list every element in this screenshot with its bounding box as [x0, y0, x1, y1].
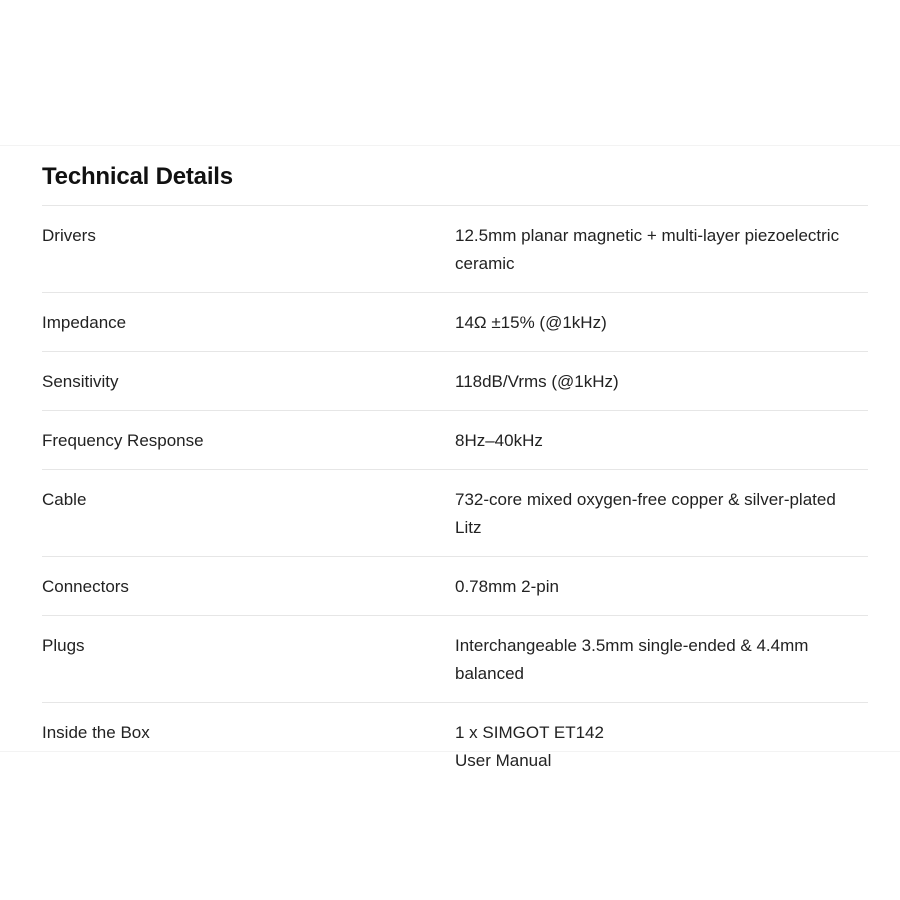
spec-value-line: balanced	[455, 664, 525, 683]
spec-value	[455, 368, 868, 396]
spec-value	[455, 222, 868, 278]
spec-label: Plugs	[42, 636, 85, 655]
spec-label: Connectors	[42, 577, 129, 596]
spec-value-line: 12.5mm planar magnetic + multi-layer piezoelectric	[455, 226, 840, 245]
spec-value-line: User Manual	[455, 751, 552, 770]
spec-row-sensitivity	[42, 352, 868, 411]
spec-row-impedance	[42, 293, 868, 352]
spec-value	[455, 486, 868, 542]
spec-value-line: Interchangeable 3.5mm single-ended & 4.4mm	[455, 636, 809, 655]
spec-row-connectors	[42, 557, 868, 616]
spec-row-inside-the-box	[42, 703, 868, 789]
spec-value-line: ceramic	[455, 254, 515, 273]
spec-label: Frequency Response	[42, 431, 204, 450]
spec-label: Inside the Box	[42, 723, 150, 742]
spec-value-line: 14Ω ±15% (@1kHz)	[455, 313, 607, 332]
spec-row-plugs	[42, 616, 868, 703]
spec-label: Drivers	[42, 226, 96, 245]
spec-row-drivers	[42, 206, 868, 293]
spec-value	[455, 309, 868, 337]
spec-value	[455, 573, 868, 601]
spec-value	[455, 427, 868, 455]
spec-value	[455, 632, 868, 688]
spec-row-cable	[42, 470, 868, 557]
spec-label: Impedance	[42, 313, 127, 332]
spec-value-line: 0.78mm 2-pin	[455, 577, 559, 596]
section-title: Technical Details	[42, 163, 233, 190]
spec-value-line: 1 x SIMGOT ET142	[455, 723, 604, 742]
specs-table	[42, 205, 868, 789]
spec-value-line: 732-core mixed oxygen-free copper & silver-plated	[455, 490, 836, 509]
spec-value	[455, 719, 868, 775]
spec-label: Sensitivity	[42, 372, 119, 391]
spec-label: Cable	[42, 490, 87, 509]
spec-value-line: Litz	[455, 518, 482, 537]
spec-row-frequency-response	[42, 411, 868, 470]
spec-value-line: 8Hz–40kHz	[455, 431, 543, 450]
spec-value-line: 118dB/Vrms (@1kHz)	[455, 372, 619, 391]
